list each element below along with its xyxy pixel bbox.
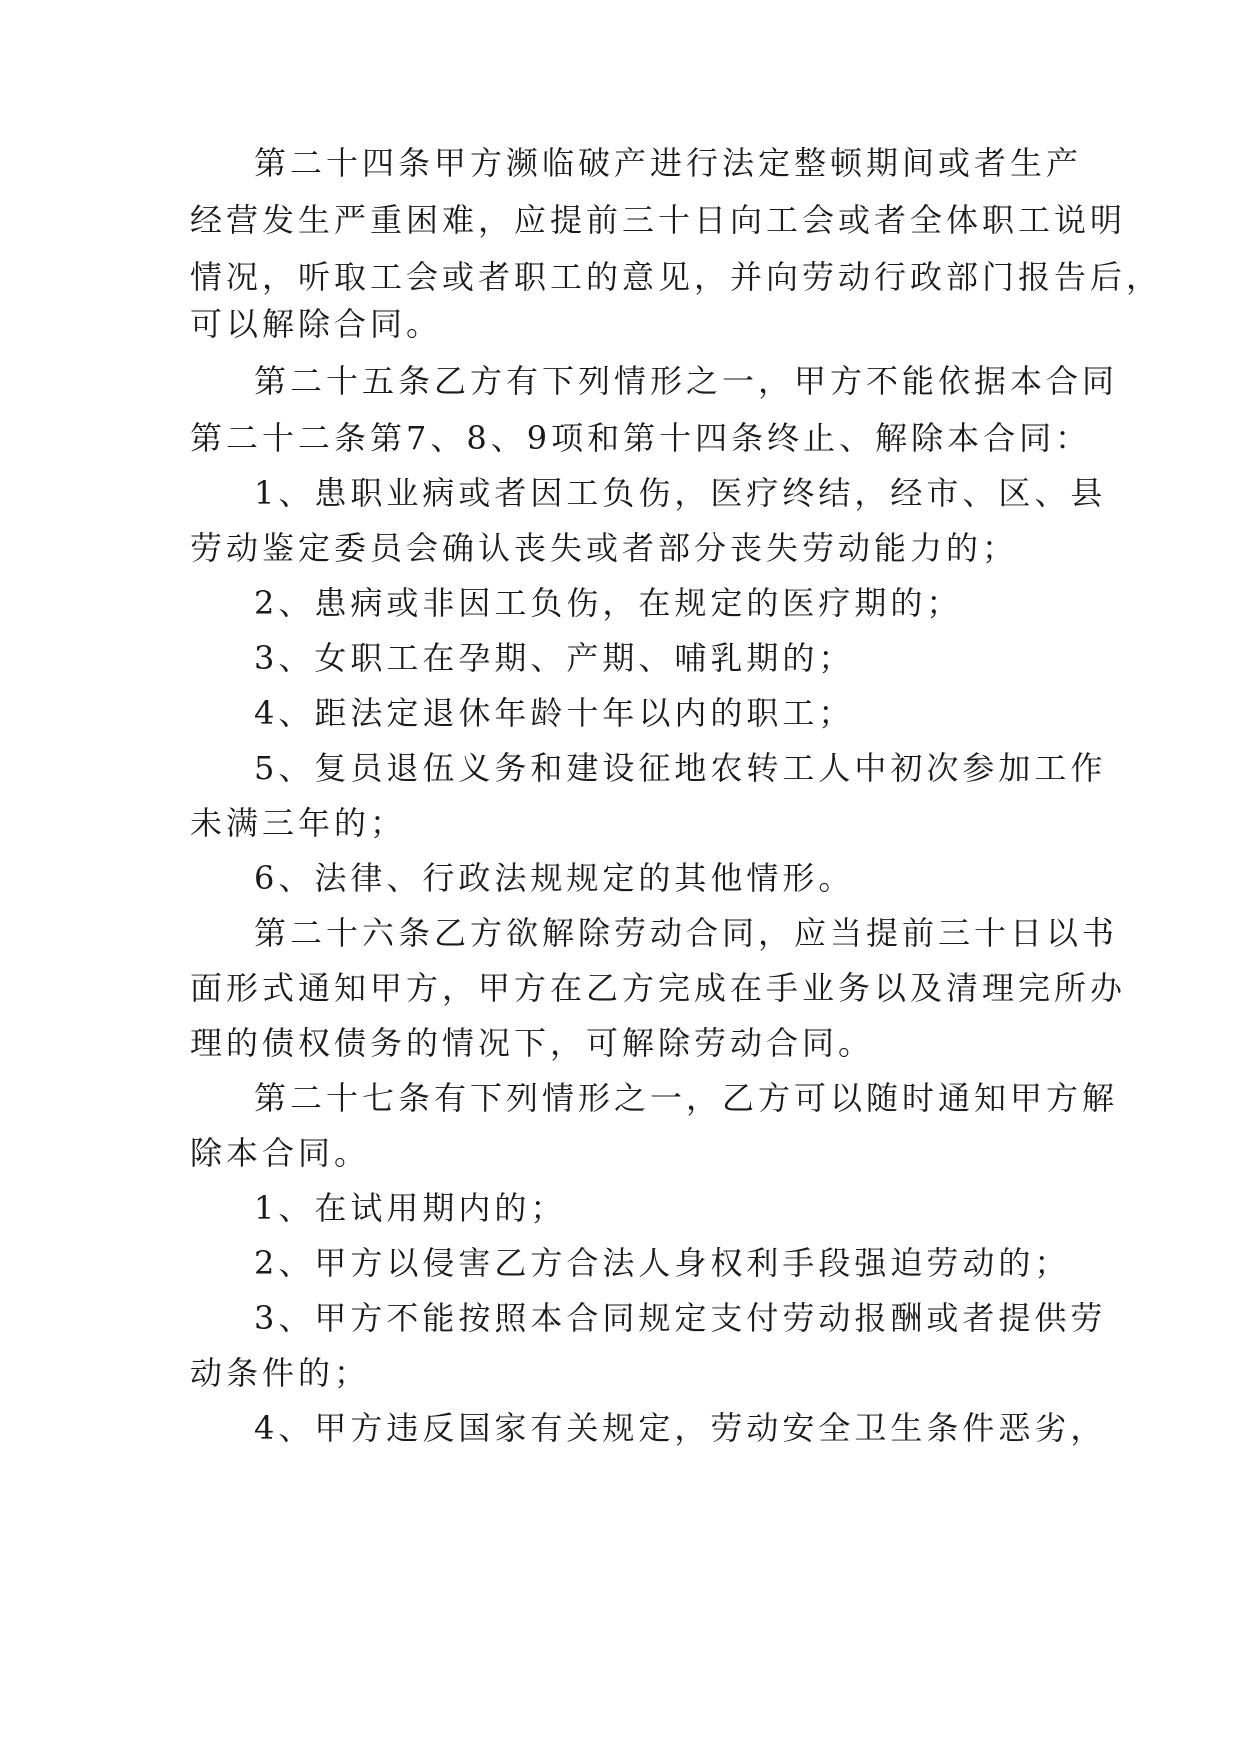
text-line: 4、距法定退休年龄十年以内的职工； <box>254 694 855 732</box>
text-line: 除本合同。 <box>190 1134 371 1172</box>
text-line: 2、患病或非因工负伤，在规定的医疗期的； <box>254 584 963 622</box>
text-line: 未满三年的； <box>190 804 407 842</box>
text-line: 劳动鉴定委员会确认丧失或者部分丧失劳动能力的； <box>190 529 1019 567</box>
text-line: 2、甲方以侵害乙方合法人身权利手段强迫劳动的； <box>254 1244 1071 1282</box>
text-line: 理的债权债务的情况下，可解除劳动合同。 <box>190 1024 875 1062</box>
text-line: 第二十七条有下列情形之一，乙方可以随时通知甲方解 <box>254 1079 1119 1117</box>
text-line: 第二十六条乙方欲解除劳动合同，应当提前三十日以书 <box>254 914 1119 952</box>
text-line: 动条件的； <box>190 1354 371 1392</box>
text-line: 1、患职业病或者因工负伤，医疗终结，经市、区、县 <box>254 474 1107 512</box>
text-line: 第二十四条甲方濒临破产进行法定整顿期间或者生产 <box>254 144 1083 182</box>
text-line: 面形式通知甲方，甲方在乙方完成在手业务以及清理完所办 <box>190 969 1127 1007</box>
text-line: 第二十二条第7、8、9项和第十四条终止、解除本合同： <box>190 419 1092 457</box>
text-line: 可以解除合同。 <box>190 305 443 343</box>
text-line: 3、甲方不能按照本合同规定支付劳动报酬或者提供劳 <box>254 1299 1107 1337</box>
text-line: 4、甲方违反国家有关规定，劳动安全卫生条件恶劣， <box>254 1409 1107 1447</box>
text-line: 第二十五条乙方有下列情形之一，甲方不能依据本合同 <box>254 362 1119 400</box>
text-line: 情况，听取工会或者职工的意见，并向劳动行政部门报告后， <box>190 258 1163 296</box>
text-line: 3、女职工在孕期、产期、哺乳期的； <box>254 639 855 677</box>
text-line: 6、法律、行政法规规定的其他情形。 <box>254 859 855 897</box>
text-line: 经营发生严重困难，应提前三十日向工会或者全体职工说明 <box>190 201 1127 239</box>
text-line: 1、在试用期内的； <box>254 1189 567 1227</box>
text-line: 5、复员退伍义务和建设征地农转工人中初次参加工作 <box>254 749 1107 787</box>
